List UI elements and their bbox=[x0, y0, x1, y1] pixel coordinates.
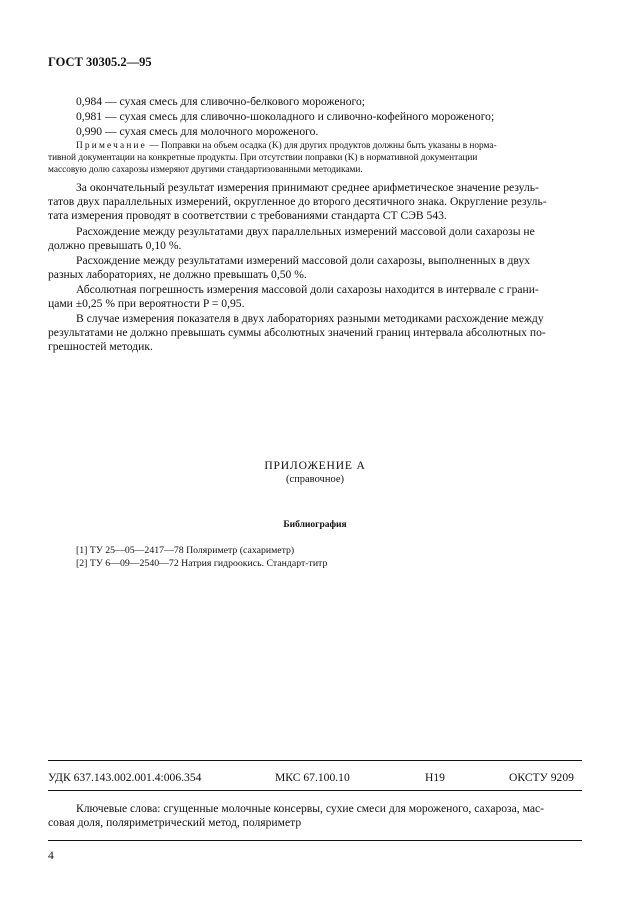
bibliography-item-1: [1] ТУ 25—05—2417—78 Поляриметр (сахариметр) bbox=[76, 545, 295, 556]
appendix-subtitle: (справочное) bbox=[286, 474, 344, 485]
body-line-3: тата измерения проводят в соответствии с требованиями стандарта СТ СЭВ 543. bbox=[48, 209, 447, 222]
udk-code: УДК 637.143.002.001.4:006.354 bbox=[48, 771, 202, 784]
body-line-8: Абсолютная погрешность измерения массовой доли сахарозы находится в интервале с грани- bbox=[76, 283, 539, 296]
bibliography-heading: Библиография bbox=[283, 520, 347, 530]
footer-top-rule bbox=[48, 760, 582, 761]
body-line-10: В случае измерения показателя в двух лабораториях разными методиками расхождение между bbox=[76, 312, 544, 325]
keywords-line-1: Ключевые слова: сгущенные молочные консервы, сухие смеси для мороженого, сахароза, мас- bbox=[76, 802, 544, 815]
footer-bottom-rule bbox=[48, 840, 582, 841]
footer-middle-rule bbox=[48, 790, 582, 791]
mks-code: МКС 67.100.10 bbox=[275, 771, 350, 784]
body-line-9: цами ±0,25 % при вероятности P = 0,95. bbox=[48, 297, 245, 310]
group-code: Н19 bbox=[425, 771, 445, 784]
appendix-title: ПРИЛОЖЕНИЕ А bbox=[264, 459, 366, 472]
page-number: 4 bbox=[48, 849, 54, 862]
keywords-line-2: совая доля, поляриметрический метод, поляриметр bbox=[48, 816, 302, 829]
body-line-4: Расхождение между результатами двух параллельных измерений массовой доли сахарозы не bbox=[76, 225, 535, 238]
note-label: Примечание bbox=[76, 141, 147, 151]
note-line-3: массовую долю сахарозы измеряют другими стандартизованными методиками. bbox=[48, 165, 363, 175]
body-line-6: Расхождение между результатами измерений массовой доли сахарозы, выполненных в двух bbox=[76, 254, 531, 267]
coefficient-line-3: 0,990 — сухая смесь для молочного мороженого. bbox=[76, 125, 319, 138]
bibliography-item-2: [2] ТУ 6—09—2540—72 Натрия гидроокись. Стандарт-титр bbox=[76, 558, 328, 569]
body-line-11: результатами не должно превышать суммы абсолютных значений границ интервала абсолютных по- bbox=[48, 326, 546, 339]
body-line-1: За окончательный результат измерения принимают среднее арифметическое значение резуль- bbox=[76, 181, 539, 194]
document-header: ГОСТ 30305.2—95 bbox=[48, 55, 152, 69]
note-line-2: тивной документации на конкретные продукты. При отсутствии поправки (K) в нормативной документации bbox=[48, 153, 478, 163]
note-line-1: Примечание — Поправки на объем осадка (K) для других продуктов должны быть указаны в норма- bbox=[76, 141, 497, 151]
body-line-2: татов двух параллельных измерений, округленное до второго десятичного знака. Округление резуль- bbox=[48, 195, 547, 208]
coefficient-line-2: 0,981 — сухая смесь для сливочно-шоколадного и сливочно-кофейного мороженого; bbox=[76, 110, 495, 123]
body-line-12: грешностей методик. bbox=[48, 340, 153, 353]
okstu-code: ОКСТУ 9209 bbox=[509, 771, 574, 784]
body-line-7: разных лабораториях, не должно превышать 0,50 %. bbox=[48, 268, 307, 281]
coefficient-line-1: 0,984 — сухая смесь для сливочно-белкового мороженого; bbox=[76, 95, 365, 108]
body-line-5: должно превышать 0,10 %. bbox=[48, 239, 182, 252]
